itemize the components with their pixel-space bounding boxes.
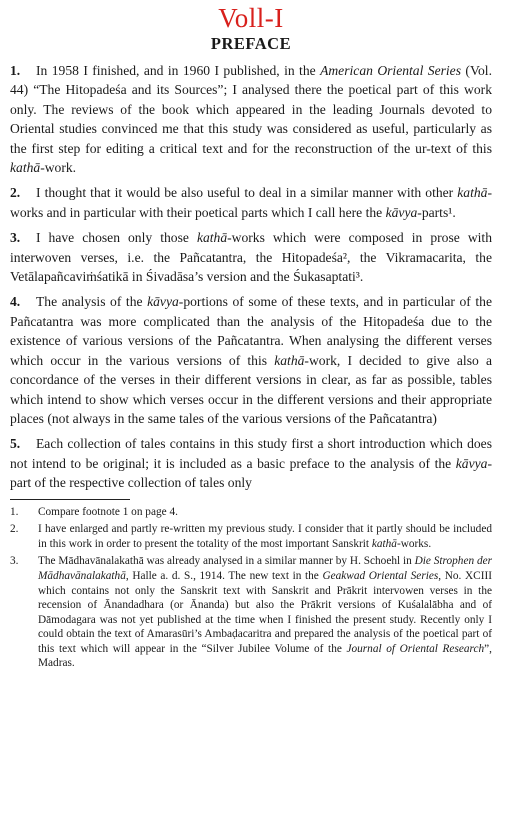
text-run-italic: Die Strophen der Mādhavānalakathā xyxy=(38,555,493,582)
footnote-2 xyxy=(10,522,492,551)
text-run: -part of the respective collection of tales only xyxy=(10,455,492,491)
text-run-italic: kathā xyxy=(274,352,305,368)
paragraph-number: 2. xyxy=(10,185,21,201)
text-run-italic: kathā xyxy=(457,185,488,201)
text-run-italic: kathā xyxy=(371,537,397,550)
text-run: -works which were composed in prose with interwoven verses, i.e. the Pañcatantra, the Hitopadeśa², the Vikramacarita, the Vetālapañcaviṁśatikā in Śivadāsa’s version and the Śukasaptati³. xyxy=(10,230,492,285)
text-run: Each collection of tales contains in this study first a short introduction which does not intend to be original; it is included as a basic preface to the analysis of the xyxy=(10,436,492,471)
text-run: ”, Madras. xyxy=(38,642,492,670)
text-run: In 1958 I finished, and in 1960 I published, in the xyxy=(36,63,321,78)
paragraph-number: 5. xyxy=(10,436,21,452)
text-run: I thought that it would be also useful to deal in a similar manner with other xyxy=(36,185,458,201)
footnote-3 xyxy=(10,554,492,671)
text-run: (Vol. 44) “The Hitopadeśa and its Sources”; I analysed there the poetical part of this work only. The reviews of the book which appeared in the leading Journals devoted to Oriental studies convinced me that this study was considered as useful, particularly as the first step for editing a critical text and for the reconstruction of the ur-text of this xyxy=(10,63,492,156)
text-run-italic: kāvya xyxy=(147,294,179,310)
text-run: The analysis of the xyxy=(36,294,148,310)
footnotes xyxy=(10,505,492,672)
text-run: , No. XCIII which contains not only the Sanskrit text with Sanskrit and Prākrit intervowen verses in the recension of Ānandadhara (or Ānanda) but also the Prākrit versions of Kuśalalābha and of Dāmodagara was not yet published at the time when I finished the present study. Recently only I could obtain the text of Amarasūri’s Ambaḍacaritra and prepared the analysis of the poetical part of this text which will appear in the “Silver Jubilee Volume of the xyxy=(38,569,492,655)
footnote-1 xyxy=(10,505,492,520)
text-run: , Halle a. d. S., 1914. The new text in the xyxy=(125,569,323,582)
text-run-italic: kāvya xyxy=(385,204,418,220)
text-run-italic: Geakwad Oriental Series xyxy=(322,569,439,582)
text-run: -work, I decided to give also a concordance of the verses in their different versions in clear, as far as possible, tables which intend to show which verses occur in the different versions and their appropriate places (not always in the same tales of the various versions of the Pañcatantra) xyxy=(10,352,492,426)
text-run-italic: kāvya xyxy=(455,455,488,471)
volume-label: Voll-I xyxy=(218,3,284,33)
paragraph-1 xyxy=(10,61,492,177)
footnote-text xyxy=(38,522,492,551)
text-run: -work. xyxy=(40,160,77,176)
text-run-italic: Journal of Oriental Research xyxy=(346,642,485,655)
text-run-italic: kathā xyxy=(196,230,228,246)
text-run-italic: American Oriental Series xyxy=(320,63,462,78)
footnote-number: 2. xyxy=(10,523,19,536)
text-run: -parts¹. xyxy=(417,204,456,220)
footnote-divider xyxy=(10,499,130,500)
paragraph-5 xyxy=(10,434,492,492)
footnote-text xyxy=(38,554,492,671)
text-run: -works. xyxy=(396,537,432,550)
footnote-number: 1. xyxy=(10,505,19,518)
text-run: Compare footnote 1 on page 4. xyxy=(38,505,178,518)
body-text xyxy=(10,61,492,493)
text-run-italic: kathā xyxy=(10,160,41,176)
text-run: The Mādhavānalakathā was already analysed in a similar manner by H. Schoehl in xyxy=(38,555,415,568)
text-run: -portions of some of these texts, and in particular of the Pañcatantra was more complicated than the analysis of the Hitopadeśa due to the existence of various versions of the Pañcatantra. When analysing the different verses which occur in the various versions of this xyxy=(10,294,492,368)
paragraph-number: 3. xyxy=(10,230,21,246)
footnote-text xyxy=(38,505,492,520)
paragraph-4 xyxy=(10,292,492,428)
text-run: I have enlarged and partly re-written my previous study. I consider that it partly should be included in this work in order to present the totality of the most important Sanskrit xyxy=(38,523,492,550)
page-title: PREFACE xyxy=(210,34,292,53)
paragraph-3 xyxy=(10,228,492,286)
paragraph-number: 4. xyxy=(10,294,21,310)
text-run: I have chosen only those xyxy=(36,230,197,246)
paragraph-number: 1. xyxy=(10,63,21,78)
footnote-number: 3. xyxy=(10,555,19,568)
paragraph-2 xyxy=(10,183,492,222)
text-run: -works and in particular with their poetical parts which I call here the xyxy=(10,185,492,220)
